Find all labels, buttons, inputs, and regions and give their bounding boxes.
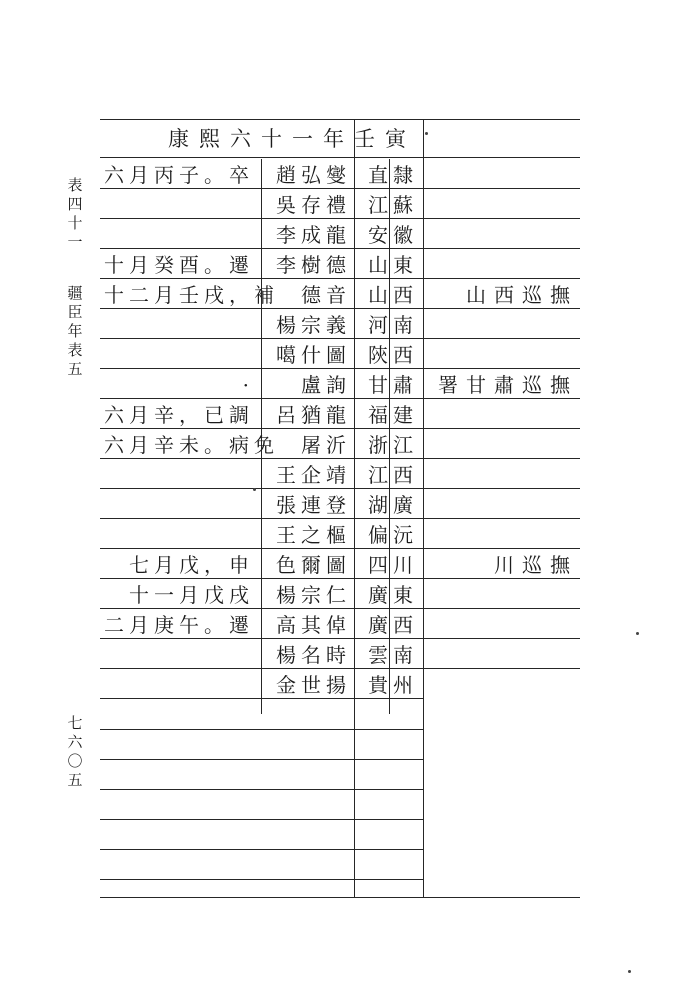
province-cell: 直隸 (368, 163, 418, 187)
province-cell: 雲南 (368, 643, 418, 667)
event-note-cell: 十二月壬戌，補 (104, 283, 279, 307)
row-rule (100, 488, 580, 489)
official-cell: 王之樞 (276, 523, 351, 547)
official-cell: 高其倬 (276, 613, 351, 637)
province-cell: 安徽 (368, 223, 418, 247)
event-note-cell (104, 190, 254, 220)
official-cell: 屠沂 (301, 433, 351, 457)
governor-cell (428, 220, 578, 250)
governor-cell (428, 460, 578, 490)
event-note-cell (104, 670, 254, 700)
province-cell: 浙江 (368, 433, 418, 457)
governor-cell: 山西巡撫 (466, 283, 578, 307)
official-cell: 張連登 (276, 493, 351, 517)
row-rule (100, 428, 580, 429)
row-rule (100, 698, 423, 699)
governor-cell (428, 400, 578, 430)
governor-cell (428, 580, 578, 610)
governor-cell (428, 610, 578, 640)
official-cell: 金世揚 (276, 673, 351, 697)
governor-cell (428, 640, 578, 670)
province-column-right-rule (423, 119, 424, 897)
volume-label: 表四十一 (67, 176, 83, 251)
official-cell: 趙弘燮 (276, 163, 351, 187)
official-cell: 呂猶龍 (276, 403, 351, 427)
province-cell: 甘肅 (368, 373, 418, 397)
event-note-cell (104, 340, 254, 370)
governor-cell (428, 520, 578, 550)
official-cell: 楊宗義 (276, 313, 351, 337)
row-rule (100, 638, 580, 639)
row-rule (100, 518, 580, 519)
empty-row-rule (100, 729, 423, 730)
province-cell: 廣東 (368, 583, 418, 607)
table-top-rule (100, 119, 580, 120)
table-header: 康熙六十一年壬寅 (168, 127, 416, 151)
header-rule (100, 157, 580, 158)
province-cell: 廣西 (368, 613, 418, 637)
paper-speck (253, 488, 256, 491)
province-cell: 四川 (368, 553, 418, 577)
province-column-left-rule (354, 119, 355, 897)
official-cell: 吳存禮 (276, 193, 351, 217)
governor-cell: 署甘肅巡撫 (438, 373, 578, 397)
event-note-cell: 十一月戊戌 (129, 583, 254, 607)
official-cell: 噶什圖 (276, 343, 351, 367)
empty-row-rule (100, 819, 423, 820)
event-note-cell: · (242, 373, 254, 397)
row-rule (100, 548, 580, 549)
event-note-cell (104, 640, 254, 670)
page-number: 七六〇五 (67, 714, 83, 789)
empty-row-rule (100, 849, 423, 850)
row-rule (100, 368, 580, 369)
province-cell: 山西 (368, 283, 418, 307)
governor-cell (428, 160, 578, 190)
event-note-cell (104, 310, 254, 340)
section-label: 疆臣年表五 (67, 284, 83, 378)
row-rule (100, 218, 580, 219)
row-rule (100, 608, 580, 609)
official-cell: 德音 (301, 283, 351, 307)
province-cell: 偏沅 (368, 523, 418, 547)
event-note-cell: 六月丙子。卒 (104, 163, 254, 187)
official-cell: 王企靖 (276, 463, 351, 487)
province-cell: 江蘇 (368, 193, 418, 217)
governor-cell (428, 490, 578, 520)
official-cell: 色爾圖 (276, 553, 351, 577)
row-rule (100, 668, 580, 669)
governor-cell (428, 310, 578, 340)
governor-cell (428, 670, 578, 700)
event-note-cell (104, 490, 254, 520)
paper-speck (628, 970, 631, 973)
event-note-cell (104, 460, 254, 490)
official-cell: 盧詢 (301, 373, 351, 397)
event-note-cell: 十月癸酉。遷 (104, 253, 254, 277)
row-rule (100, 188, 580, 189)
paper-speck (636, 632, 639, 635)
row-rule (100, 278, 580, 279)
row-rule (100, 338, 580, 339)
province-cell: 江西 (368, 463, 418, 487)
empty-row-rule (100, 879, 423, 880)
province-cell: 貴州 (368, 673, 418, 697)
empty-row-rule (100, 789, 423, 790)
governor-cell: 川巡撫 (494, 553, 578, 577)
event-note-cell: 二月庚午。遷 (104, 613, 254, 637)
event-note-cell: 七月戊，申 (129, 553, 254, 577)
province-cell: 山東 (368, 253, 418, 277)
empty-row-rule (100, 759, 423, 760)
row-rule (100, 308, 580, 309)
official-cell: 楊名時 (276, 643, 351, 667)
row-rule (100, 578, 580, 579)
province-cell: 河南 (368, 313, 418, 337)
paper-speck (425, 132, 428, 135)
event-note-cell (104, 520, 254, 550)
event-note-cell (104, 220, 254, 250)
official-cell: 李成龍 (276, 223, 351, 247)
official-cell: 李樹德 (276, 253, 351, 277)
governor-cell (428, 430, 578, 460)
province-cell: 福建 (368, 403, 418, 427)
official-cell: 楊宗仁 (276, 583, 351, 607)
row-rule (100, 248, 580, 249)
province-cell: 陝西 (368, 343, 418, 367)
governor-cell (428, 250, 578, 280)
event-note-cell: 六月辛未。病免 (104, 433, 279, 457)
governor-cell (428, 340, 578, 370)
row-rule (100, 458, 580, 459)
province-cell: 湖廣 (368, 493, 418, 517)
table-bottom-rule (100, 897, 580, 898)
event-note-cell: 六月辛，已調 (104, 403, 254, 427)
governor-cell (428, 190, 578, 220)
row-rule (100, 398, 580, 399)
